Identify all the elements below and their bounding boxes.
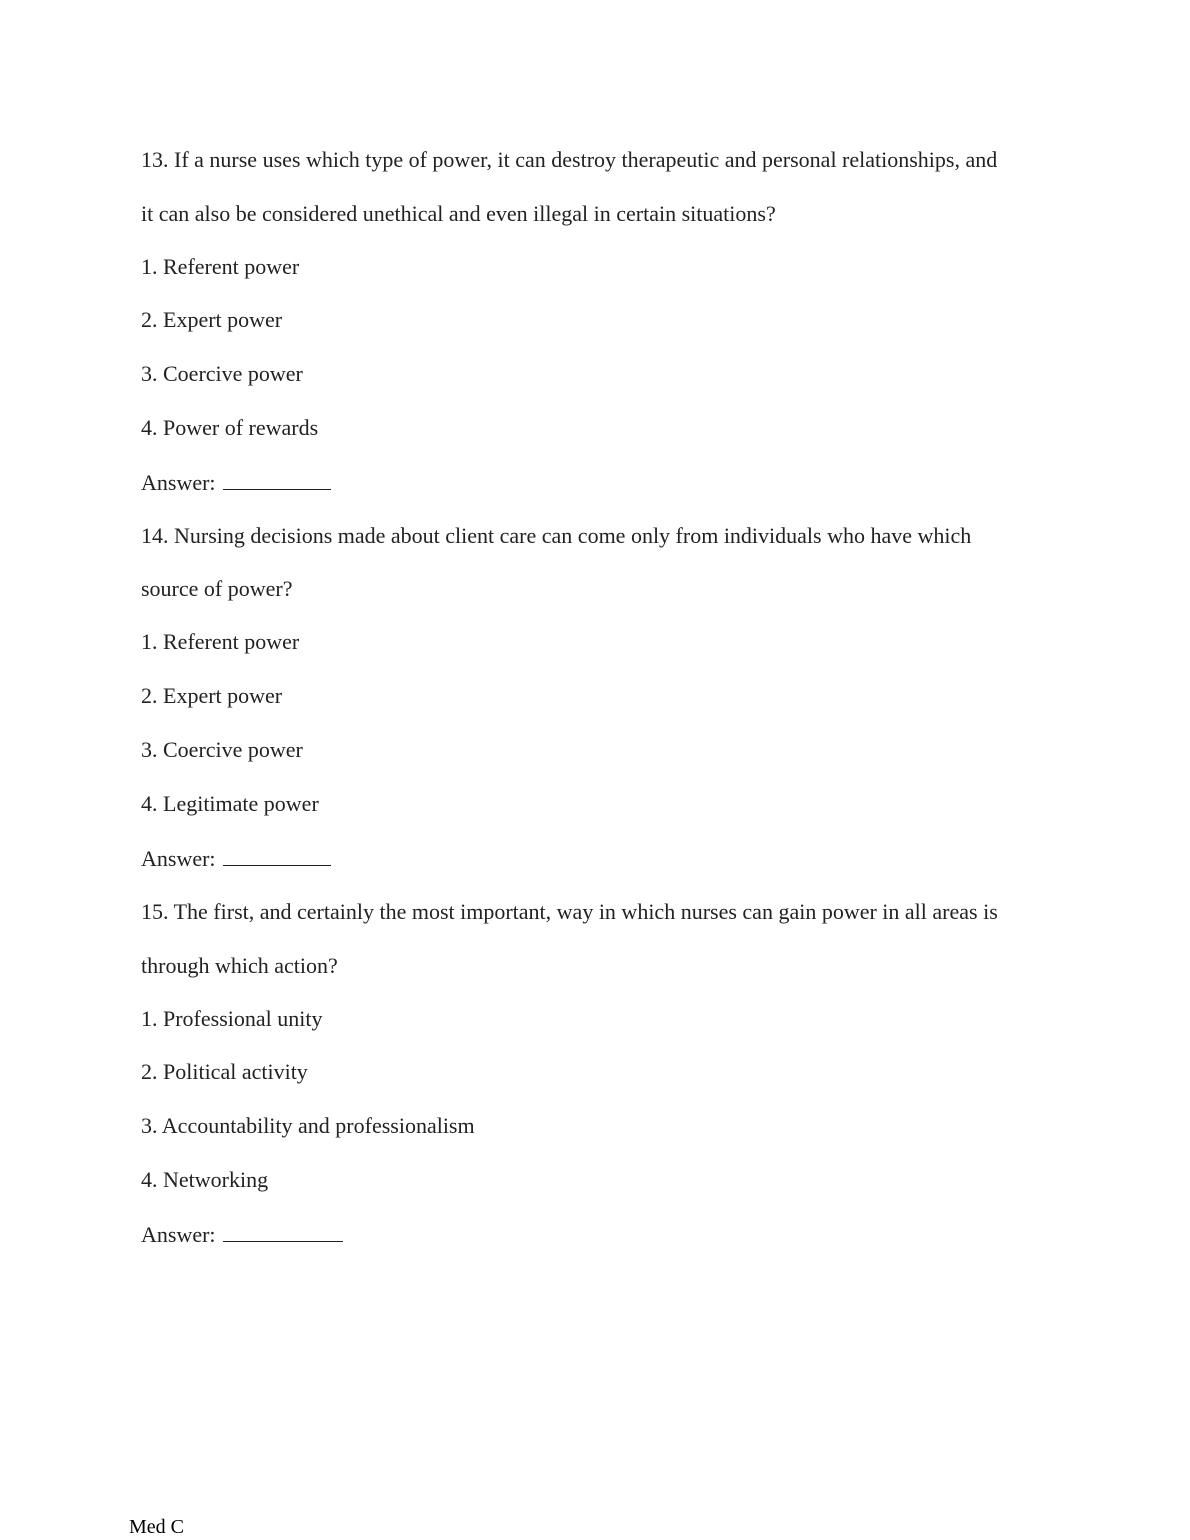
answer-label: Answer: <box>141 470 216 495</box>
question-15-option-1: 1. Professional unity <box>141 1006 323 1031</box>
question-13-option-3: 3. Coercive power <box>141 361 303 386</box>
question-14-option-2: 2. Expert power <box>141 683 283 708</box>
question-14-answer <box>141 845 331 872</box>
question-14-option-3: 3. Coercive power <box>141 737 303 762</box>
question-13-answer <box>141 469 331 496</box>
answer-blank <box>223 845 331 866</box>
question-14-stem-line-2: source of power? <box>141 576 293 601</box>
question-15-option-3: 3. Accountability and professionalism <box>141 1113 475 1138</box>
question-14-option-1: 1. Referent power <box>141 629 300 654</box>
answer-blank <box>223 469 331 490</box>
question-14-stem-line-1: 14. Nursing decisions made about client care can come only from individuals who have which <box>141 523 972 548</box>
page-footer: Med C <box>129 1516 184 1538</box>
question-13-stem-line-2: it can also be considered unethical and even illegal in certain situations? <box>141 201 776 226</box>
answer-label: Answer: <box>141 1222 216 1247</box>
question-15-stem-line-1: 15. The first, and certainly the most important, way in which nurses can gain power in all areas is <box>141 899 998 924</box>
question-15-stem-line-2: through which action? <box>141 953 338 978</box>
question-13-option-4: 4. Power of rewards <box>141 415 319 440</box>
question-13-stem-line-1: 13. If a nurse uses which type of power, it can destroy therapeutic and personal relationships, and <box>141 147 998 172</box>
answer-blank <box>223 1221 343 1242</box>
question-13-option-2: 2. Expert power <box>141 307 283 332</box>
question-15-option-4: 4. Networking <box>141 1167 269 1192</box>
question-13-option-1: 1. Referent power <box>141 254 300 279</box>
question-14-option-4: 4. Legitimate power <box>141 791 319 816</box>
question-15-answer <box>141 1221 343 1248</box>
question-15-option-2: 2. Political activity <box>141 1059 308 1084</box>
answer-label: Answer: <box>141 846 216 871</box>
